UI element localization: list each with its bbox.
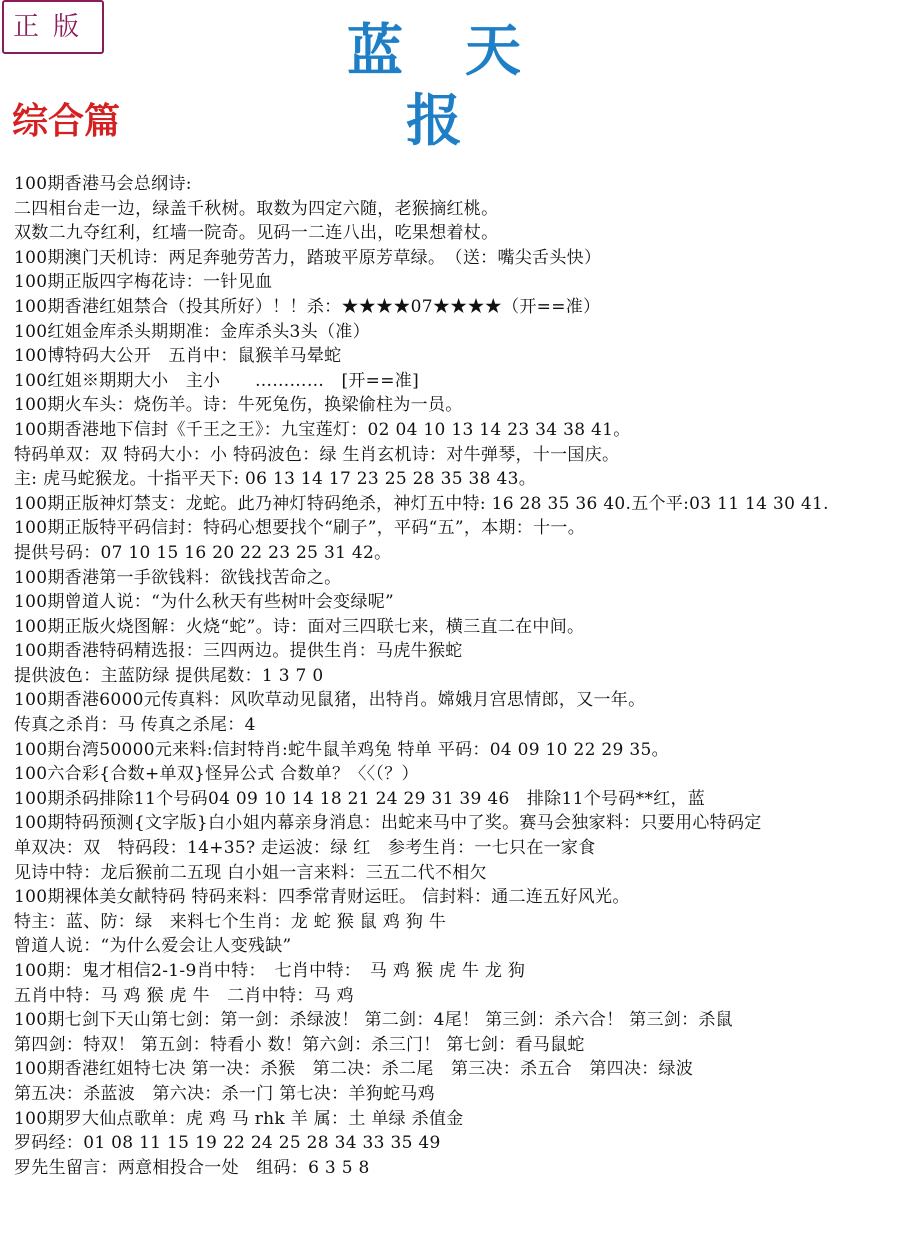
text-line: 单双决：双 特码段：14+35? 走运波：绿 红 参考生肖：一七只在一家食 (14, 838, 596, 859)
text-line: 100期正版特平码信封：特码心想要找个“刷子”，平码“五”，本期：十一。 (14, 518, 586, 539)
text-line: 100期台湾50000元来料:信封特肖:蛇牛鼠羊鸡兔 特单 平码：04 09 10 22 29 35。 (14, 739, 669, 760)
text-line: 100红姐※期期大小 主小 ………… [开==准] (14, 370, 419, 391)
text-line: 100期杀码排除11个号码04 09 10 14 18 21 24 29 31 39 46 排除11个号码**红，蓝 (14, 788, 706, 809)
text-line: 双数二九夺红利，红墙一院奇。见码一二连八出，吃果想着杖。 (14, 223, 499, 244)
text-line: 100期香港第一手欲钱料：欲钱找苦命之。 (14, 567, 342, 588)
text-line: 100六合彩{合数+单双}怪异公式 合数单？〈〈（？） (14, 764, 419, 785)
text-line: 第四剑：特双！ 第五剑：特看小 数！第六剑：杀三门！ 第七剑：看马鼠蛇 (14, 1034, 585, 1055)
text-line: 100期火车头：烧伤羊。诗：牛死兔伤，换梁偷柱为一员。 (14, 395, 463, 416)
text-line: 特主：蓝、防：绿 来料七个生肖：龙 蛇 猴 鼠 鸡 狗 牛 (14, 911, 447, 932)
text-line: 100期罗大仙点歌单：虎 鸡 马 rhk 羊 属：土 单绿 杀值金 (14, 1108, 464, 1129)
text-line: 100红姐金库杀头期期准：金库杀头3头（准） (14, 321, 370, 342)
text-line: 100期香港红姐禁合（投其所好）！！杀：★★★★07★★★★（开==准） (14, 296, 601, 317)
text-line: 100期曾道人说：“为什么秋天有些树叶会变绿呢” (14, 592, 395, 613)
text-line: 100期：鬼才相信2-1-9肖中特： 七肖中特： 马 鸡 猴 虎 牛 龙 狗 (14, 961, 526, 981)
text-line: 五肖中特：马 鸡 猴 虎 牛 二肖中特：马 鸡 (14, 985, 354, 1006)
text-line: 100期正版火烧图解：火烧“蛇”。诗：面对三四联七来，横三直二在中间。 (14, 616, 585, 637)
text-line: 曾道人说：“为什么爱会让人变残缺” (14, 936, 292, 957)
edition-badge: 正版 (2, 0, 104, 54)
text-line: 100期香港特码精选报：三四两边。提供生肖：马虎牛猴蛇 (14, 641, 463, 662)
text-line: 100期香港地下信封《千王之王》：九宝莲灯：02 04 10 13 14 23 34 38 41。 (14, 419, 631, 440)
text-line: 提供波色：主蓝防绿 提供尾数：1 3 7 0 (14, 665, 324, 686)
text-line: 100期香港马会总纲诗: (14, 174, 192, 194)
text-line: 传真之杀肖：马 传真之杀尾：4 (14, 715, 256, 736)
text-line: 100期香港红姐特七决 第一决：杀猴 第二决：杀二尾 第三决：杀五合 第四决：绿波 (14, 1059, 694, 1080)
text-line: 100博特码大公开 五肖中：鼠猴羊马晕蛇 (14, 346, 342, 367)
text-line: 罗先生留言：两意相投合一处 组码：6 3 5 8 (14, 1157, 370, 1178)
text-line: 100期特码预测{文字版}白小姐内幕亲身消息：出蛇来马中了奖。赛马会独家料：只要用心特码定 (14, 813, 762, 834)
text-line: 100期七剑下天山第七剑：第一剑：杀绿波！ 第二剑：4尾！ 第三剑：杀六合！ 第三剑：杀鼠 (14, 1010, 733, 1031)
text-line: 二四相台走一边，绿盖千秋树。取数为四定六随，老猴摘红桃。 (14, 198, 499, 219)
text-line: 罗码经：01 08 11 15 19 22 24 25 28 34 33 35 49 (14, 1133, 441, 1154)
text-line: 100期香港6000元传真料：风吹草动见鼠猪，出特肖。嫦娥月宫思情郎，又一年。 (14, 690, 646, 711)
text-line: 100期正版四字梅花诗：一针见血 (14, 272, 273, 293)
text-line: 提供号码：07 10 15 16 20 22 23 25 31 42。 (14, 542, 392, 563)
text-line: 100期裸体美女献特码 特码来料：四季常青财运旺。 信封料：通二连五好风光。 (14, 887, 630, 908)
text-line: 100期澳门天机诗：两足奔驰劳苦力，踏玻平原芳草绿。 （送：嘴尖舌头快） (14, 247, 602, 268)
text-line: 主: 虎马蛇猴龙。十指平天下: 06 13 14 17 23 25 28 35 38 43。 (14, 469, 537, 490)
text-line: 特码单双：双 特码大小：小 特码波色：绿 生肖玄机诗：对牛弹琴，十一国庆。 (14, 444, 620, 465)
section-heading: 综合篇 (12, 100, 121, 142)
text-line: 见诗中特：龙后猴前二五现 白小姐一言来料：三五二代不相欠 (14, 862, 487, 883)
article-body (14, 172, 898, 1180)
page-title: 蓝天报 (347, 18, 583, 154)
text-line: 第五决：杀蓝波 第六决：杀一门 第七决：羊狗蛇马鸡 (14, 1083, 435, 1104)
text-line: 100期正版神灯禁支：龙蛇。此乃神灯特码绝杀，神灯五中特: 16 28 35 36 40.五个平:03 11 14 30 41. (14, 493, 829, 514)
